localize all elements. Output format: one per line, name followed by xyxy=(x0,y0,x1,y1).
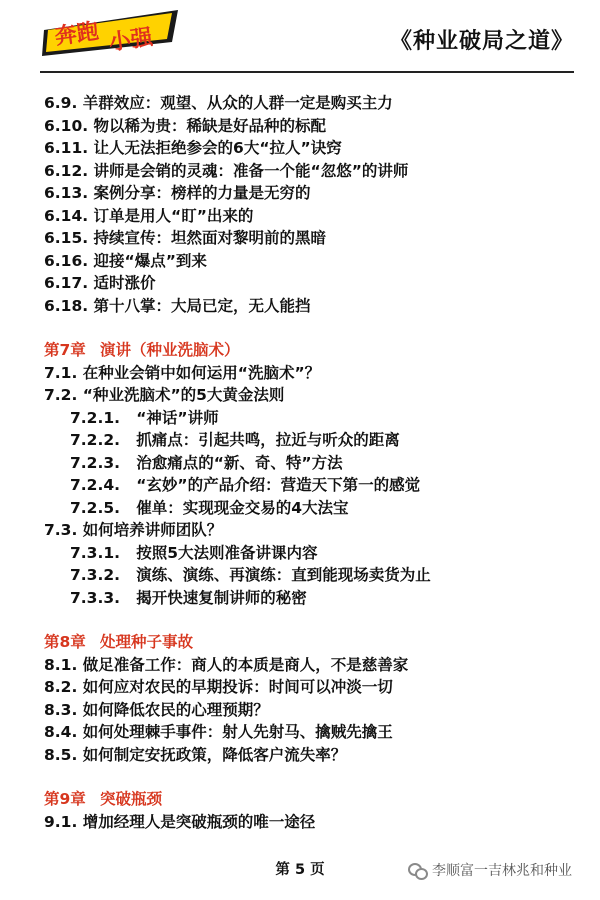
toc-entry-title: 订单是用人“盯”出来的 xyxy=(93,206,254,225)
toc-subsection-entry xyxy=(44,497,584,520)
toc-entry-number: 7.2.2. xyxy=(70,431,121,449)
toc-subsection-entry xyxy=(44,564,584,587)
toc-subsection-entry xyxy=(44,542,584,565)
toc-entry-title: 演练、演练、再演练：直到能现场卖货为止 xyxy=(136,566,431,584)
page-header xyxy=(0,0,600,72)
toc-entry-title: 治愈痛点的“新、奇、特”方法 xyxy=(136,453,343,472)
section-gap xyxy=(44,766,584,788)
toc-entry-title: 第十八掌：大局已定，无人能挡 xyxy=(93,296,311,315)
toc-section-entry xyxy=(44,295,584,318)
toc-section-entry xyxy=(44,160,584,183)
toc-entry-number: 6.11. xyxy=(44,139,89,157)
toc-section-entry xyxy=(44,384,584,407)
toc-entry-title: 如何处理棘手事件：射人先射马、擒贼先擒王 xyxy=(82,723,393,741)
toc-entry-title: “玄妙”的产品介绍：营造天下第一的感觉 xyxy=(136,476,421,494)
toc-entry-number: 8.4. xyxy=(44,723,78,741)
toc-entry-number: 7.3.2. xyxy=(70,566,121,584)
toc-entry-title: 催单：实现现金交易的4大法宝 xyxy=(136,498,349,517)
toc-entry-number: 9.1. xyxy=(44,812,78,831)
table-of-contents xyxy=(44,92,584,833)
toc-subsection-entry xyxy=(44,429,584,452)
chapter-title: 演讲（种业洗脑术） xyxy=(100,341,240,359)
toc-entry-number: 7.2.1. xyxy=(70,408,121,427)
toc-section-entry xyxy=(44,676,584,699)
toc-entry-title: 抓痛点：引起共鸣，拉近与听众的距离 xyxy=(136,431,400,449)
chapter-heading xyxy=(44,788,584,811)
toc-section-entry xyxy=(44,137,584,160)
svg-text:小强: 小强 xyxy=(107,25,155,56)
toc-entry-number: 8.2. xyxy=(44,678,78,696)
chapter-title: 处理种子事故 xyxy=(100,633,194,651)
toc-entry-title: 在种业会销中如何运用“洗脑术”？ xyxy=(82,363,321,382)
toc-entry-title: 如何培养讲师团队？ xyxy=(82,521,223,539)
toc-section-entry xyxy=(44,654,584,677)
toc-entry-number: 8.1. xyxy=(44,655,78,674)
toc-section-entry xyxy=(44,699,584,722)
svg-text:奔跑: 奔跑 xyxy=(53,19,101,50)
toc-entry-number: 7.3.3. xyxy=(70,588,121,607)
watermark-text: 李顺富一吉林兆和种业 xyxy=(432,863,572,879)
toc-entry-number: 7.3. xyxy=(44,521,78,539)
toc-entry-number: 7.2. xyxy=(44,386,78,404)
toc-entry-number: 6.17. xyxy=(44,274,89,292)
toc-entry-title: 案例分享：榜样的力量是无穷的 xyxy=(93,184,311,202)
toc-entry-number: 6.18. xyxy=(44,296,89,315)
toc-entry-title: “神话”讲师 xyxy=(136,408,219,427)
section-gap xyxy=(44,317,584,339)
toc-entry-title: 如何降低农民的心理预期？ xyxy=(82,700,269,719)
toc-entry-title: 物以稀为贵：稀缺是好品种的标配 xyxy=(93,116,327,135)
toc-entry-title: 适时涨价 xyxy=(93,274,156,292)
brand-logo xyxy=(40,8,180,64)
toc-entry-number: 7.2.5. xyxy=(70,498,121,517)
toc-section-entry xyxy=(44,205,584,228)
toc-entry-number: 7.3.1. xyxy=(70,543,121,562)
toc-subsection-entry xyxy=(44,452,584,475)
toc-entry-number: 7.2.4. xyxy=(70,476,121,494)
toc-entry-number: 6.16. xyxy=(44,251,89,270)
toc-section-entry xyxy=(44,250,584,273)
toc-subsection-entry xyxy=(44,407,584,430)
toc-entry-title: 让人无法拒绝参会的6大“拉人”诀窍 xyxy=(93,139,342,157)
toc-section-entry xyxy=(44,362,584,385)
toc-section-entry xyxy=(44,182,584,205)
page-number: 第 5 页 xyxy=(275,862,325,878)
toc-section-entry xyxy=(44,721,584,744)
section-gap xyxy=(44,609,584,631)
toc-entry-title: 增加经理人是突破瓶颈的唯一途径 xyxy=(82,812,316,831)
chapter-number: 第9章 xyxy=(44,790,86,808)
toc-section-entry xyxy=(44,519,584,542)
watermark xyxy=(408,860,572,880)
toc-entry-number: 7.1. xyxy=(44,363,78,382)
toc-section-entry xyxy=(44,811,584,834)
header-divider xyxy=(40,71,574,73)
toc-entry-title: 迎接“爆点”到来 xyxy=(93,251,207,270)
toc-entry-title: 持续宣传：坦然面对黎明前的黑暗 xyxy=(93,229,327,247)
book-title: 《种业破局之道》 xyxy=(389,29,574,54)
toc-entry-number: 6.9. xyxy=(44,94,78,112)
toc-entry-number: 6.12. xyxy=(44,161,89,180)
toc-entry-number: 8.5. xyxy=(44,745,78,764)
chapter-number: 第8章 xyxy=(44,633,86,651)
chapter-heading xyxy=(44,631,584,654)
toc-section-entry xyxy=(44,272,584,295)
wechat-icon xyxy=(408,862,426,878)
toc-entry-title: 讲师是会销的灵魂：准备一个能“忽悠”的讲师 xyxy=(93,161,409,180)
toc-section-entry xyxy=(44,115,584,138)
chapter-title: 突破瓶颈 xyxy=(100,790,163,808)
toc-entry-number: 7.2.3. xyxy=(70,453,121,472)
toc-section-entry xyxy=(44,227,584,250)
chapter-heading xyxy=(44,339,584,362)
toc-entry-title: 揭开快速复制讲师的秘密 xyxy=(136,588,307,607)
toc-entry-title: “种业洗脑术”的5大黄金法则 xyxy=(82,386,285,404)
toc-entry-title: 做足准备工作：商人的本质是商人，不是慈善家 xyxy=(82,655,409,674)
toc-section-entry xyxy=(44,92,584,115)
chapter-number: 第7章 xyxy=(44,341,86,359)
toc-entry-number: 6.13. xyxy=(44,184,89,202)
toc-subsection-entry xyxy=(44,587,584,610)
toc-entry-title: 按照5大法则准备讲课内容 xyxy=(136,543,318,562)
toc-entry-title: 如何制定安抚政策，降低客户流失率？ xyxy=(82,745,347,764)
toc-entry-title: 羊群效应：观望、从众的人群一定是购买主力 xyxy=(82,94,393,112)
toc-entry-title: 如何应对农民的早期投诉：时间可以冲淡一切 xyxy=(82,678,393,696)
toc-entry-number: 6.15. xyxy=(44,229,89,247)
toc-entry-number: 8.3. xyxy=(44,700,78,719)
toc-entry-number: 6.14. xyxy=(44,206,89,225)
toc-entry-number: 6.10. xyxy=(44,116,89,135)
toc-section-entry xyxy=(44,744,584,767)
toc-subsection-entry xyxy=(44,474,584,497)
